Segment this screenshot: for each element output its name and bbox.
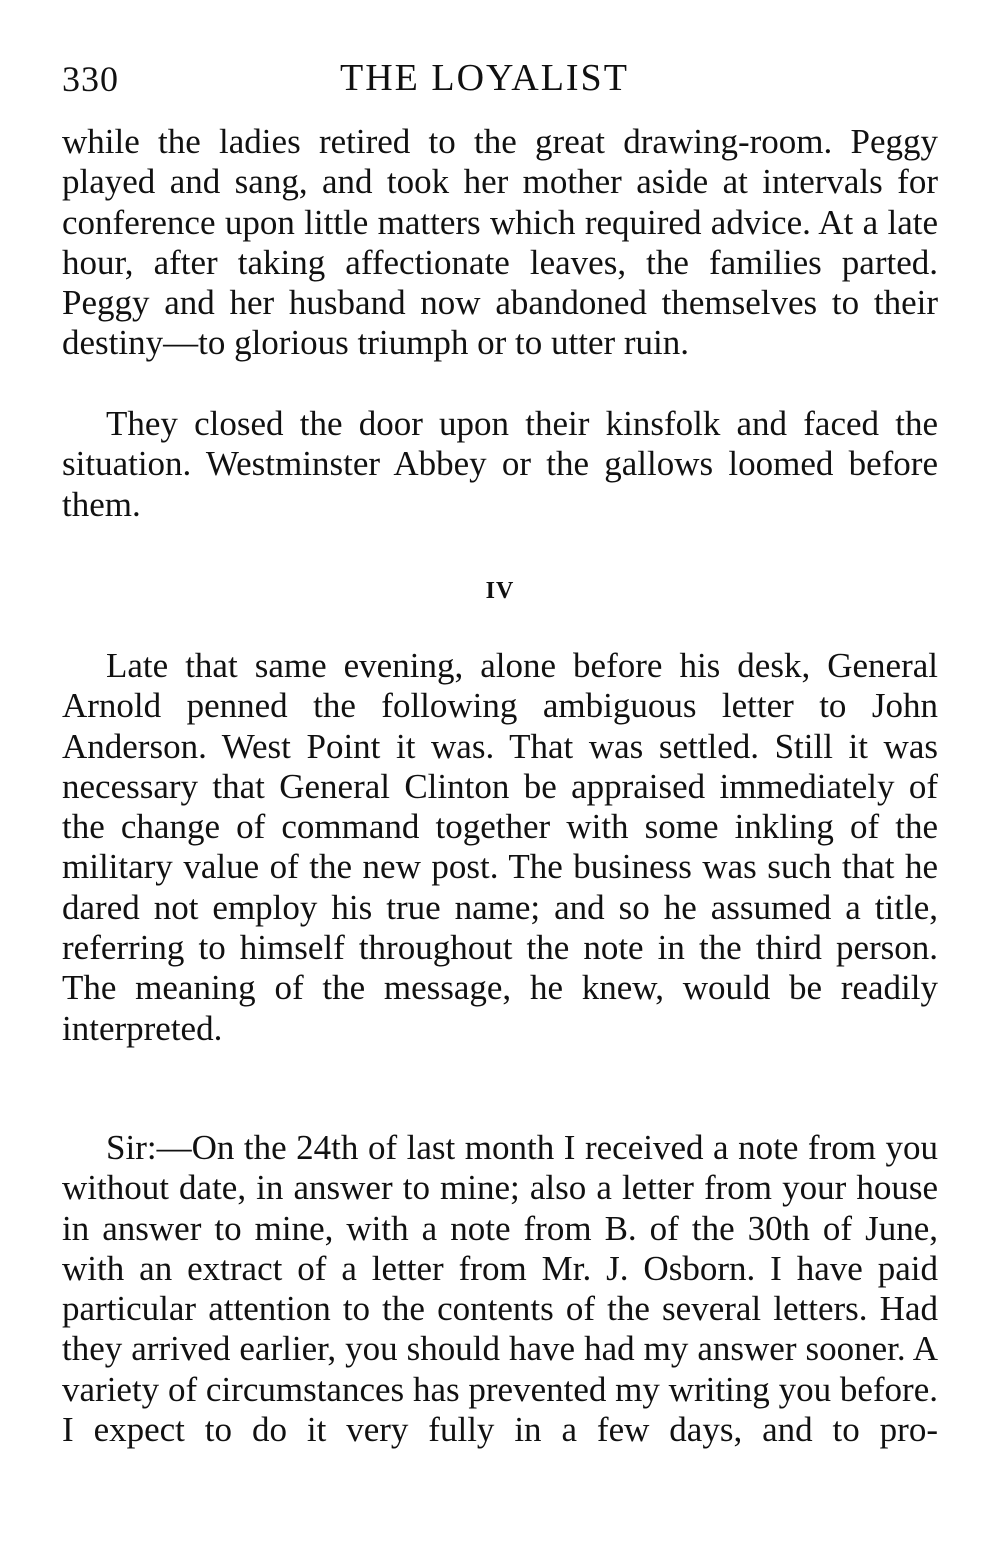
running-title: THE LOYALIST (340, 57, 629, 99)
section-heading: IV (485, 578, 515, 604)
paragraph-letter-text: Sir:—On the 24th of last month I received a note from you without date, in answer to mine; also a letter from your house in answer to mine, with a note from B. of the 30th of June, with an extract of a letter from Mr. J. Osborn. I have paid particular attention to the contents of the several letters. Had they arrived earlier, you should have had my answer sooner. A variety of circumstances has prevented my writing you before. I expect to do it very fully in a few days, and to pro- (62, 1128, 938, 1450)
paragraph-arnold-letter-intro: Late that same evening, alone before his desk, General Arnold penned the following ambiguous letter to John Anderson. West Point it was. That was settled. Still it was necessary that General Clinton be appraised immediately of the change of command together with some inkling of the military value of the new post. The business was such that he dared not employ his true name; and so he assumed a title, referring to himself throughout the note in the third person. The meaning of the message, he knew, would be readily interpreted. (62, 646, 938, 1048)
page-header (62, 56, 942, 106)
paragraph-kinsfolk: They closed the door upon their kinsfolk and faced the situation. Westminster Abbey or the gallows loomed before them. (62, 404, 938, 524)
page-number: 330 (62, 59, 119, 99)
paragraph-continuation: while the ladies retired to the great drawing-room. Peggy played and sang, and took her mother aside at intervals for conference upon little matters which required advice. At a late hour, after taking affectionate leaves, the families parted. Peggy and her husband now abandoned themselves to their destiny—to glorious triumph or to utter ruin. (62, 122, 938, 363)
